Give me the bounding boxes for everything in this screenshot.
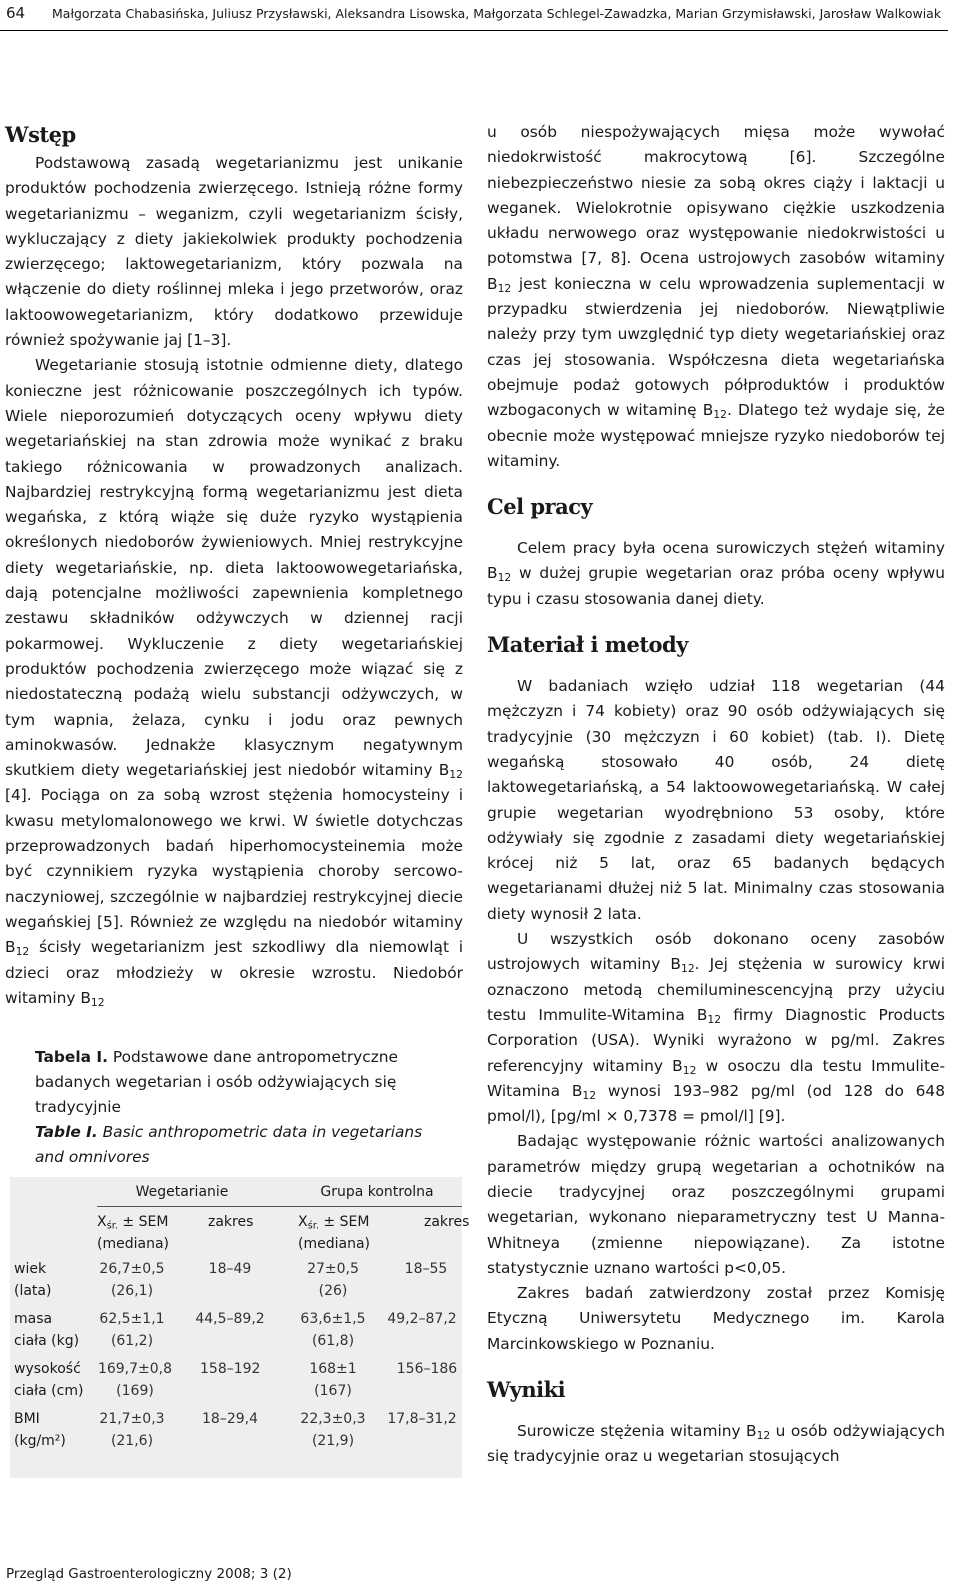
table-caption-pl: Tabela I. Podstawowe dane antropometryczne badanych wegetarian i osób odżywiających się tradycyjnie bbox=[35, 1048, 399, 1116]
table-row-label: masa ciała (kg) bbox=[14, 1311, 80, 1349]
section-heading-methods: Materiał i metody bbox=[487, 632, 688, 658]
table-cell: 18–55 bbox=[404, 1261, 448, 1277]
table-col-mean-veg: $X_{śr.}$ ± SEM (mediana) bbox=[97, 1214, 169, 1252]
table-col-range-ctrl: zakres bbox=[424, 1214, 470, 1230]
table-row-label: wysokość ciała (cm) bbox=[14, 1361, 84, 1399]
methods-paragraph-3: Badając występowanie różnic wartości analizowanych parametrów między grupą wegetarian a ochotników na diecie tradycyjnej oraz poszczególnymi grupami wegetarian, wykonano nieparametryczny test U Manna-Whitneya (zmienne niepowiązane). Za istotne statystycznie uznano wartości p<0,05. bbox=[487, 1132, 945, 1277]
anthropometric-table bbox=[10, 1177, 470, 1478]
table-group-vegetarians: Wegetarianie bbox=[135, 1184, 229, 1200]
page-header bbox=[0, 0, 948, 31]
table-cell: 17,8–31,2 bbox=[387, 1411, 457, 1427]
section-heading-intro: Wstęp bbox=[5, 122, 76, 147]
page-number: 64 bbox=[6, 4, 26, 22]
results-paragraph: Surowicze stężenia witaminy $B_{12}$ u osób odżywiających się tradycyjnie oraz u wegetarian stosujących bbox=[487, 1422, 946, 1466]
table-col-range-veg: zakres bbox=[208, 1214, 254, 1230]
intro-paragraph-1: Podstawową zasadą wegetarianizmu jest unikanie produktów pochodzenia zwierzęcego. Istnieją różne formy wegetarianizmu – weganizm, czyli wegetarianizm ścisły, wykluczający z diety jakiekolwiek produkty pochodzenia zwierzęcego; laktowegetarianizm, który pozwala na włączenie do diety roślinnej mleka i jego przetworów, oraz laktoowowegetarianizm, który dodatkowo przewiduje również spożywanie jaj [1–3]. bbox=[5, 154, 463, 350]
table-caption bbox=[35, 1045, 440, 1170]
table-row-label: wiek (lata) bbox=[14, 1261, 52, 1299]
table-cell: 18–29,4 bbox=[202, 1411, 258, 1427]
running-head-authors: Małgorzata Chabasińska, Juliusz Przysławski, Aleksandra Lisowska, Małgorzata Schlegel-Zawadzka, Marian Grzymisławski, Jarosław Walkowiak bbox=[52, 6, 942, 21]
section-heading-results: Wyniki bbox=[487, 1377, 566, 1403]
table-cell: 49,2–87,2 bbox=[387, 1311, 457, 1327]
table-group-control: Grupa kontrolna bbox=[320, 1184, 434, 1200]
table-caption-en: Table I. Basic anthropometric data in vegetarians and omnivores bbox=[35, 1123, 423, 1166]
table-cell: 21,7±0,3 (21,6) bbox=[99, 1411, 165, 1449]
methods-paragraph-4: Zakres badań zatwierdzony został przez Komisję Etyczną Uniwersytetu Medycznego im. Karola Marcinkowskiego w Poznaniu. bbox=[487, 1284, 945, 1353]
section-heading-aim: Cel pracy bbox=[487, 494, 593, 520]
intro-continuation: u osób niespożywających mięsa może wywołać niedokrwistość makrocytową [6]. Szczególne niebezpieczeństwo niesie za sobą okres ciąży i laktacji u weganek. Wielokrotnie opisywano ciężkie uszkodzenia układu nerwowego oraz występowanie niedokrwistości u potomstwa [7, 8]. Ocena ustrojowych zasobów witaminy $B_{12}$ jest konieczna w celu wprowadzenia suplementacji w przypadku stwierdzenia jej niedoborów. Niewątpliwie należy przy tym uwzględnić typ diety wegetariańskiej oraz czas jej stosowania. Współczesna dieta wegetariańska obejmuje podaż gotowych półproduktów i produktów wzbogaconych w witaminę $B_{12}$. Dlatego też wydaje się, że obecnie może występować mniejsze ryzyko niedoborów tej witaminy. bbox=[487, 123, 946, 470]
methods-paragraph-1: W badaniach wzięło udział 118 wegetarian (44 mężczyzn i 74 kobiety) oraz 90 osób odżywiających się tradycyjnie (30 mężczyzn i 60 kobiet) (tab. I). Dietę wegańską stosowało 40 osób, 24 dietę laktowegetariańską, a 54 laktoowowegetariańską. W całej grupie wegetarian wyodrębniono 53 osoby, które odżywiały się zgodnie z zasadami diety wegetariańskiej krócej niż 5 lat, oraz 65 badanych będących wegetarianami dłużej niż 5 lat. Minimalny czas stosowania diety wynosił 2 lata. bbox=[487, 677, 945, 923]
methods-paragraph-2: U wszystkich osób dokonano oceny zasobów ustrojowych witaminy $B_{12}$. Jej stężenia w surowicy krwi oznaczono metodą chemiluminescencyjną przy użyciu testu Immulite-Witamina $B_{12}$ firmy Diagnostic Products Corporation (USA). Wyniki wyrażono w pg/ml. Zakres referencyjny witaminy $B_{12}$ w osoczu dla testu Immulite-Witamina $B_{12}$ wynosi 193–982 pg/ml (od 128 do 648 pmol/l), [pg/ml × 0,7378 = pmol/l] [9]. bbox=[487, 930, 945, 1126]
table-cell: 26,7±0,5 (26,1) bbox=[99, 1261, 165, 1299]
table-row-label: BMI (kg/m²) bbox=[14, 1411, 66, 1449]
table-cell: 169,7±0,8 (169) bbox=[97, 1361, 173, 1399]
intro-paragraph-2: Wegetarianie stosują istotnie odmienne diety, dlatego konieczne jest różnicowanie poszczególnych ich typów. Wiele nieporozumień dotyczących oceny wpływu diety wegetariańskiej na stan zdrowia może wynikać z braku takiego różnicowania w prowadzonych analizach. Najbardziej restrykcyjną formą wegetarianizmu jest dieta wegańska, z którą wiąże się duże ryzyko wystąpienia określonych niedoborów żywieniowych. Mniej restrykcyjne diety wegetariańskie, np. dieta laktoowowegetariańska, dają potencjalne możliwości zapewnienia kompletnego zestawu składników odżywczych w dziennej racji pokarmowej. Wykluczenie z diety wegetariańskiej produktów pochodzenia zwierzęcego może wiązać się z niedostateczną podażą wielu substancji odżywczych, w tym wapnia, żelaza, cynku i jodu oraz pewnych aminokwasów. Jednakże klasycznym negatywnym skutkiem diety wegetariańskiej jest niedobór witaminy $B_{12}$ [4]. Pociąga on za sobą wzrost stężenia homocysteiny i kwasu metylomalonowego we krwi. W świetle dotychczas przeprowadzonych badań hiperhomocysteinemia może być czynnikiem ryzyka wystąpienia choroby sercowo-naczyniowej, szczególnie w najbardziej restrykcyjnej diecie wegańskiej [5]. Również ze względu na niedobór witaminy $B_{12}$ ścisły wegetarianizm jest szkodliwy dla niemowląt i dzieci oraz młodzieży w okresie wzrostu. Niedobór witaminy $B_{12}$ bbox=[5, 356, 463, 1009]
table-cell: 63,6±1,5 (61,8) bbox=[300, 1311, 366, 1349]
table-cell: 158–192 bbox=[200, 1361, 261, 1377]
table-cell: 62,5±1,1 (61,2) bbox=[99, 1311, 165, 1349]
table-cell: 27±0,5 (26) bbox=[307, 1261, 359, 1299]
aim-paragraph: Celem pracy była ocena surowiczych stężeń witaminy $B_{12}$ w dużej grupie wegetarian oraz próba oceny wpływu typu i czasu stosowania danej diety. bbox=[487, 539, 945, 608]
right-column bbox=[487, 120, 945, 1470]
table-cell: 18–49 bbox=[208, 1261, 252, 1277]
table-cell: 168±1 (167) bbox=[309, 1361, 357, 1399]
left-column bbox=[5, 120, 463, 1011]
table-cell: 22,3±0,3 (21,9) bbox=[300, 1411, 366, 1449]
page-footer: Przegląd Gastroenterologiczny 2008; 3 (2) bbox=[6, 1566, 292, 1582]
table-col-mean-ctrl: $X_{śr.}$ ± SEM (mediana) bbox=[298, 1214, 370, 1252]
table-cell: 44,5–89,2 bbox=[195, 1311, 265, 1327]
table-cell: 156–186 bbox=[396, 1361, 458, 1377]
table-header-rule bbox=[97, 1206, 462, 1207]
